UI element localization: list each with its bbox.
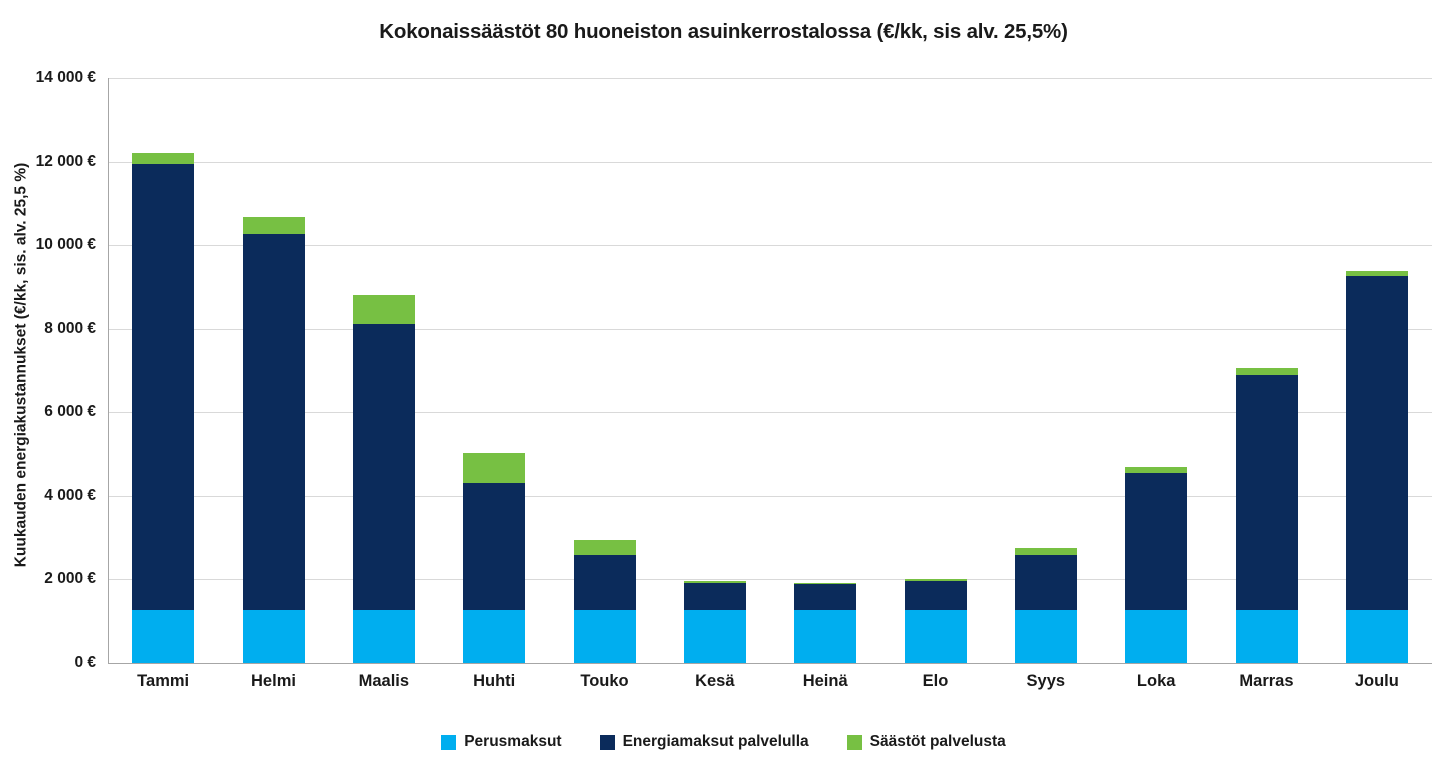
x-tick-label: Heinä: [802, 672, 848, 690]
bar-segment[interactable]: [1015, 548, 1077, 555]
y-tick-label: 2 000 €: [44, 570, 96, 588]
legend-item[interactable]: [847, 733, 1006, 751]
bar-segment[interactable]: [1346, 610, 1408, 663]
y-axis-line: [108, 78, 109, 663]
bar-stack[interactable]: [1015, 548, 1077, 663]
y-tick-label: 4 000 €: [44, 486, 96, 504]
gridline: [108, 663, 1432, 664]
y-tick-label: 0 €: [74, 654, 96, 671]
bar-stack[interactable]: [794, 583, 856, 663]
gridline: [108, 329, 1432, 330]
bar-segment[interactable]: [463, 610, 525, 663]
bar-stack[interactable]: [463, 453, 525, 663]
legend-label: Säästöt palvelusta: [869, 733, 1006, 750]
gridline: [108, 162, 1432, 163]
y-axis-title-text: Kuukauden energiakustannukset (€/kk, sis. alv. 25,5 %): [12, 162, 29, 568]
y-tick-label: 10 000 €: [35, 236, 96, 254]
legend-item[interactable]: [441, 733, 561, 751]
x-tick-label: Joulu: [1354, 672, 1399, 690]
bar-stack[interactable]: [243, 217, 305, 663]
legend-swatch: [441, 735, 456, 750]
x-tick-label: Maalis: [358, 672, 410, 690]
x-tick-label: Syys: [1026, 672, 1066, 690]
x-tick-label: Loka: [1136, 672, 1176, 690]
y-axis-tick-labels: [0, 69, 96, 671]
bar-segment[interactable]: [353, 295, 415, 324]
gridline: [108, 78, 1432, 79]
bar-segment[interactable]: [1015, 610, 1077, 663]
bar-segment[interactable]: [463, 483, 525, 610]
gridline: [108, 579, 1432, 580]
bar-segment[interactable]: [463, 453, 525, 483]
x-axis-tick-labels: [108, 672, 1432, 702]
bar-segment[interactable]: [1346, 276, 1408, 610]
y-tick-label: 8 000 €: [44, 319, 96, 337]
bar-stack[interactable]: [684, 581, 746, 663]
bar-segment[interactable]: [794, 584, 856, 609]
x-tick-label: Marras: [1239, 672, 1294, 690]
bar-segment[interactable]: [684, 610, 746, 663]
bar-stack[interactable]: [1125, 467, 1187, 663]
x-tick-label: Kesä: [695, 672, 735, 690]
bar-stack[interactable]: [574, 540, 636, 663]
bar-stack[interactable]: [1236, 368, 1298, 663]
chart-legend: [0, 733, 1447, 751]
plot-area: [108, 78, 1432, 663]
bar-segment[interactable]: [574, 555, 636, 610]
bar-segment[interactable]: [132, 164, 194, 610]
legend-label: Perusmaksut: [464, 733, 562, 750]
bar-segment[interactable]: [574, 540, 636, 555]
gridline: [108, 496, 1432, 497]
x-tick-label: Touko: [580, 672, 629, 690]
y-tick-label: 6 000 €: [44, 403, 96, 421]
bar-segment[interactable]: [574, 610, 636, 663]
bar-segment[interactable]: [132, 610, 194, 663]
bar-segment[interactable]: [1015, 555, 1077, 610]
bar-stack[interactable]: [353, 295, 415, 663]
bar-segment[interactable]: [905, 610, 967, 663]
bar-segment[interactable]: [353, 324, 415, 610]
chart-title: Kokonaissäästöt 80 huoneiston asuinkerrostalossa (€/kk, sis alv. 25,5%): [379, 20, 1068, 43]
bar-segment[interactable]: [684, 583, 746, 610]
bar-stack[interactable]: [905, 579, 967, 663]
bar-segment[interactable]: [1125, 473, 1187, 610]
x-tick-label: Helmi: [251, 672, 296, 690]
gridline: [108, 245, 1432, 246]
y-tick-label: 12 000 €: [35, 152, 96, 170]
bar-segment[interactable]: [243, 610, 305, 663]
y-tick-label: 14 000 €: [35, 69, 96, 86]
legend-swatch: [600, 735, 615, 750]
legend-swatch: [847, 735, 862, 750]
x-tick-label: Elo: [922, 672, 949, 690]
bar-segment[interactable]: [243, 234, 305, 610]
bar-segment[interactable]: [243, 217, 305, 234]
bar-segment[interactable]: [1236, 610, 1298, 663]
legend-item[interactable]: [600, 733, 809, 751]
bar-segment[interactable]: [1236, 375, 1298, 610]
bar-stack[interactable]: [132, 153, 194, 663]
bar-segment[interactable]: [1125, 610, 1187, 663]
x-tick-label: Tammi: [137, 672, 190, 690]
bar-stack[interactable]: [1346, 271, 1408, 663]
bar-segment[interactable]: [905, 581, 967, 610]
x-tick-label: Huhti: [473, 672, 516, 690]
legend-label: Energiamaksut palvelulla: [622, 733, 809, 750]
bar-segment[interactable]: [132, 153, 194, 163]
bar-segment[interactable]: [794, 610, 856, 663]
gridline: [108, 412, 1432, 413]
bar-segment[interactable]: [353, 610, 415, 663]
